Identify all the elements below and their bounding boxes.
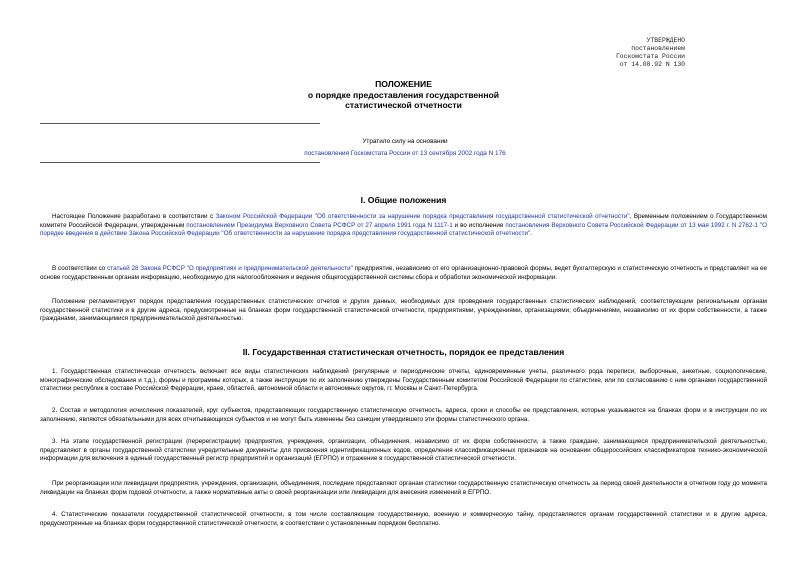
section-1-heading: I. Общие положения xyxy=(360,195,447,205)
title-line-1: ПОЛОЖЕНИЕ xyxy=(375,79,432,89)
title-line-3: статистической отчетности xyxy=(345,100,462,110)
bottom-divider xyxy=(40,162,320,163)
title-line-2: о порядке предоставления государственной xyxy=(307,89,500,100)
section-1-paragraph-3: Положение регламентирует порядок представления государственных статистических отчетов и других данных, необходимых для проведения государственных статистических наблюдений, соответствующим региональным органам государственной статистики и в другие адреса, предусмотренные на бланках форм государственной статистической отчетности, предприятиями, учреждениями, организациями, объединениями, независимо от их форм собственности, а также гражданами, занимающимися предпринимательской деятельностью. xyxy=(40,298,767,323)
cancellation-note xyxy=(240,136,570,160)
presidium-decree-link[interactable]: постановлением Президиума Верховного Совета РСФСР от 27 апреля 1991 года N 1117-1 xyxy=(186,221,453,229)
article-28-link[interactable]: статьей 28 Закона РСФСР "О предприятиях и предпринимательской деятельности" xyxy=(107,265,353,272)
cancellation-text: Утратило силу на основании xyxy=(362,138,448,145)
section-2-paragraph-5: 4. Статистические показатели государственной статистической отчетности, в том числе составляющие государственную, военную и коммерческую тайну, представляются органам государственной статистики и в другие адреса, предусмотренные на бланках форм государственной статистической отчетности, в соответствии с установленным порядком бесплатно. xyxy=(40,511,767,527)
section-1-paragraph-1: Настоящее Положение разработано в соответствии с Законом Российской Федерации "Об ответственности за нарушение порядка представления государственной статистической отчетности", Временным положением о Государственном комитете Российской Федерации, утвержденным постановлением Президиума Верховного Совета РСФСР от 27 апреля 1991 года N 1117-1 и во исполнение постановления Верховного Совета Российской Федерации от 13 мая 1992 г. N 2762-1 "О порядке введения в действие Закона Российской Федерации "Об ответственности за нарушение порядка представления государственной статистической отчетности". xyxy=(40,213,768,238)
supreme-council-decree-link[interactable]: постановления Верховного Совета Российской Федерации от 13 мая 1992 г. N 2762-1 "О порядке введения в действие Закона Российской Федерации "Об ответственности за нарушение порядка представления государственной статистической отчетности" xyxy=(40,221,767,238)
cancellation-link[interactable]: постановления Госкомстата России от 13 сентября 2002 года N 176 xyxy=(304,150,506,157)
section-1-paragraph-2: В соответствии со статьей 28 Закона РСФСР "О предприятиях и предпринимательской деятельности" предприятие, независимо от его организационно-правовой формы, ведет бухгалтерскую и статистическую отчетность и представляет на ее основе государственным органам информацию, необходимую для налогообложения и ведения общегосударственной системы сбора и обработки экономической информации. xyxy=(40,265,768,281)
law-link[interactable]: Законом Российской Федерации "Об ответственности за нарушение порядка представления государственной статистической отчетности" xyxy=(215,213,630,220)
document-title xyxy=(0,79,807,111)
section-2-paragraph-1: 1. Государственная статистическая отчетность включает все виды статистических наблюдений (регулярные и периодические отчеты, единовременные учеты, различного рода переписи, выборочные, анкетные, социологические, монографические обследования и т.д.), формы и программы которых, а также инструкции по их заполнению утверждены Государственным комитетом Российской Федерации по статистике, или по согласованию с ним органами государственной статистики республик в составе Российской Федерации, краев, областей, автономной области и автономных округов, гг. Москвы и Санкт-Петербурга. xyxy=(40,368,767,393)
section-2-paragraph-3: 3. На этапе государственной регистрации (перерегистрации) предприятия, учреждения, организации, объединения, независимо от их форм собственности, а также граждане, занимающиеся предпринимательской деятельностью, представляют в органы государственной статистики учредительные документы для присвоения идентификационных кодов, определения классификационных признаков на основании общероссийских классификаторов технико-экономической информации для включения в единый государственный регистр предприятий и организаций (ЕГРПО) и отражение в государственной статистической отчетности. xyxy=(40,438,767,463)
approval-stamp: УТВЕРЖДЕНО постановлением Госкомстата России от 14.08.92 N 130 xyxy=(615,37,685,68)
section-2-paragraph-4: При реорганизации или ликвидации предприятия, учреждения, организации, объединения, последние представляют органам статистики государственную статистическую отчетность за период своей деятельности в отчетном году до момента ликвидации на бланках форм годовой отчетности, а также нормативные акты о своей реорганизации или ликвидации для внесения изменений в ЕГРПО. xyxy=(40,480,767,496)
top-divider xyxy=(40,123,320,124)
section-2-paragraph-2: 2. Состав и методология исчисления показателей, круг субъектов, представляющих государственную статистическую отчетность, адреса, сроки и способы ее представления, которые указываются на бланках форм и в инструкции по их заполнению, являются обязательными для всех отчитывающихся субъектов и не могут быть изменены без санкции утвердившего эти формы статистического органа. xyxy=(40,407,767,423)
section-2-heading: II. Государственная статистическая отчетность, порядок ее представления xyxy=(242,347,565,357)
